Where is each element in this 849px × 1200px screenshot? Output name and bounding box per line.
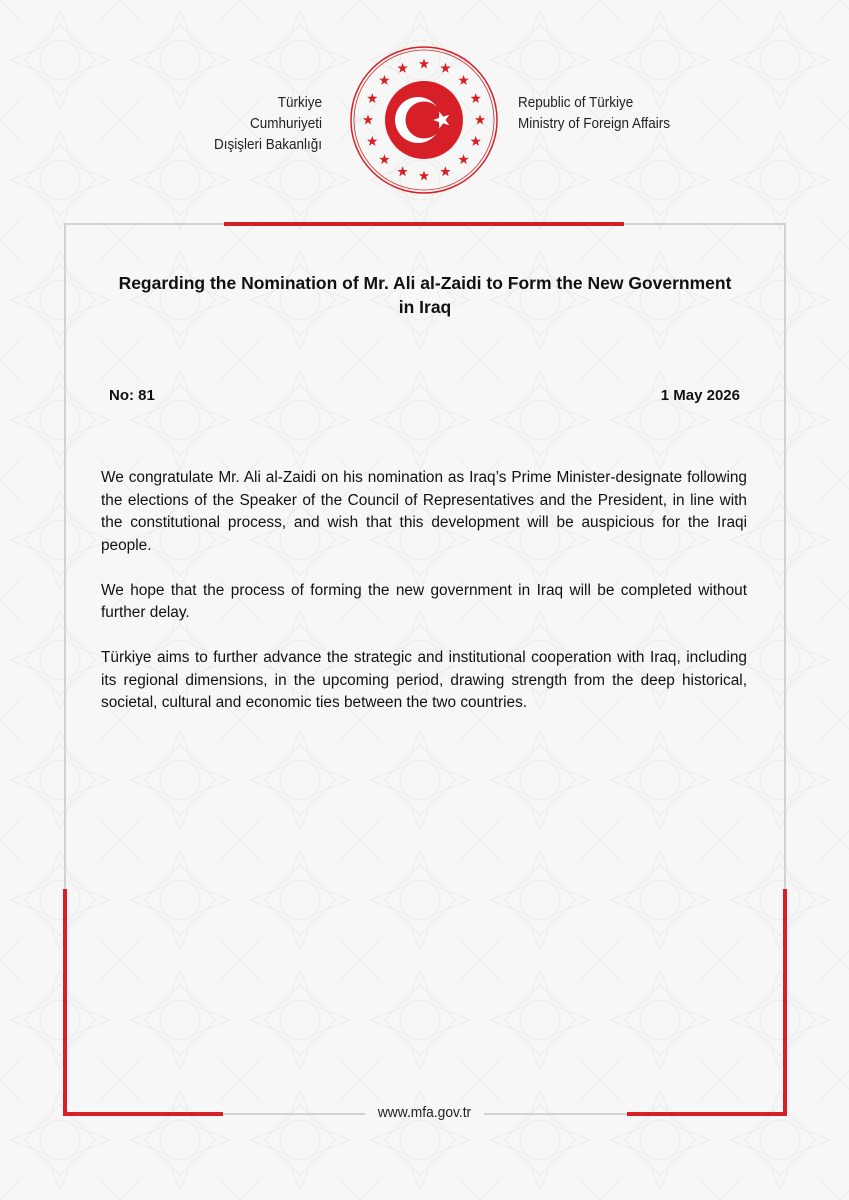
document-title: Regarding the Nomination of Mr. Ali al-Zaidi to Form the New Government in Iraq [118, 273, 732, 317]
statement-date: 1 May 2026 [660, 387, 740, 404]
frame-bottom-right-line [484, 1113, 627, 1115]
seal-star-icon [397, 63, 407, 73]
org-name-turkish [203, 92, 322, 155]
frame-bottom-right-red-accent [627, 1112, 787, 1116]
seal-star-icon [363, 115, 373, 125]
website-link[interactable]: www.mfa.gov.tr [377, 1104, 472, 1121]
org-name-english [518, 92, 698, 134]
frame-top-left-line [64, 223, 224, 225]
statement-body [101, 467, 747, 737]
seal-star-icon [458, 154, 468, 164]
seal-star-icon [379, 154, 389, 164]
frame-right-red-accent [783, 889, 787, 1115]
seal-star-icon [440, 166, 450, 176]
seal-star-icon [367, 136, 377, 146]
org-name-english-line2: Ministry of Foreign Affairs [518, 115, 671, 132]
ministry-seal-icon [348, 44, 500, 196]
seal-star-icon [458, 75, 468, 85]
frame-bottom-left-line [223, 1113, 365, 1115]
frame-left-line [64, 223, 66, 889]
frame-right-line [784, 223, 786, 889]
frame-left-red-accent [63, 889, 67, 1115]
frame-top-right-line [624, 223, 786, 225]
seal-star-icon [475, 115, 485, 125]
seal-star-icon [440, 63, 450, 73]
frame-top-red-accent [224, 222, 624, 226]
seal-star-icon [471, 93, 481, 103]
statement-number: No: 81 [109, 387, 155, 404]
seal-star-icon [419, 171, 429, 181]
paragraph: We congratulate Mr. Ali al-Zaidi on his nomination as Iraq’s Prime Minister-designate following the elections of the Speaker of the Council of Representatives and the President, in line with the constitutional process, and wish that this development will be auspicious for the Iraqi people. [101, 469, 747, 554]
org-name-turkish-line1: Türkiye Cumhuriyeti [249, 94, 322, 132]
seal-star-icon [471, 136, 481, 146]
paragraph: We hope that the process of forming the new government in Iraq will be completed without further delay. [101, 581, 747, 621]
seal-star-icon [419, 59, 429, 69]
org-name-english-line1: Republic of Türkiye [518, 94, 634, 111]
seal-star-icon [397, 166, 407, 176]
seal-star-icon [367, 93, 377, 103]
paragraph: Türkiye aims to further advance the strategic and institutional cooperation with Iraq, including its regional dimensions, in the upcoming period, drawing strength from the deep historical, societal, cultural and economic ties between the two countries. [101, 649, 747, 711]
org-name-turkish-line2: Dışişleri Bakanlığı [213, 136, 322, 153]
seal-star-icon [379, 75, 389, 85]
frame-bottom-left-red-accent [63, 1112, 223, 1116]
